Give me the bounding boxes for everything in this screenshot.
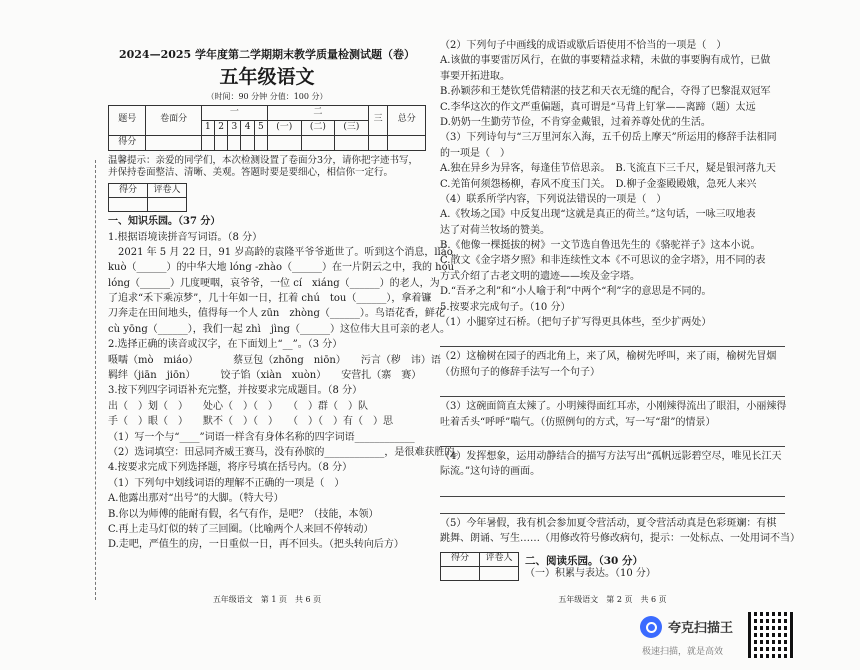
quark-logo-icon [640, 616, 662, 638]
text-line: 一、知识乐园。（37 分） [108, 216, 221, 228]
text-line: A.他露出那对“出号”的大脚。（特大号） [108, 493, 284, 505]
exam-subject: 五年级语文 [219, 65, 315, 88]
score-col-2: 二 [268, 105, 369, 120]
grader-box: 得分 评卷人 [440, 552, 519, 581]
text-line: （3）这碗面筒直太辣了。小明辣得面红耳赤，小刚辣得流出了眼泪，小丽辣得 [440, 401, 787, 413]
text-line [440, 434, 785, 447]
text-line: B.《他像一棵挺拔的树》一文节选自鲁迅先生的《骆驼祥子》这本小说。 [440, 240, 761, 252]
text-line: （2）选词填空：田忌同齐威王赛马，没有孙膑的____________，是很难获胜的。 [108, 446, 465, 458]
exam-meta: （时间：90 分钟 分值：100 分） [206, 91, 328, 101]
section-2-header [440, 552, 785, 581]
binding-margin-line [95, 160, 102, 600]
score-sub: 5 [254, 120, 267, 135]
grader-box: 得分 评卷人 [108, 183, 187, 212]
text-line: A.《牧场之国》中反复出现“这就是真正的荷兰。”这句话，一咏三叹地表 [440, 209, 756, 221]
text-line: lóng（______）几度哽咽，哀爷爷，一位 cí xiáng（______）的老人，为 [108, 277, 440, 289]
page-1-footer: 五年级语文 第 1 页 共 6 页 [212, 595, 322, 604]
score-col-total: 总分 [388, 105, 426, 135]
score-label-neat: 卷面分 [146, 105, 201, 135]
text-line: C.散文《金字塔夕照》和非连续性文本《不可思议的金字塔》，用不同的表 [440, 255, 766, 267]
score-cell[interactable] [268, 135, 302, 150]
text-line [440, 484, 785, 497]
score-col-1: 一 [201, 105, 267, 120]
text-line: B.孙颖莎和王楚钦凭借精湛的技艺和天衣无缝的配合，夺得了巴黎混双冠军 [440, 86, 771, 98]
page-1 [108, 40, 465, 605]
text-line: （2）下列句子中画线的成语或歇后语使用不恰当的一项是（ ） [440, 40, 727, 51]
score-cell[interactable] [388, 135, 426, 150]
text-line: D.奶奶一生勤劳节俭，不肯穿金戴银，过着养尊处优的生活。 [440, 116, 711, 128]
text-line: 4.按要求完成下列选择题，将序号填在括号内。（8 分） [108, 462, 353, 474]
text-line: C.再上走马灯似的转了三回圈。（比喻两个人来回不停转动） [108, 523, 374, 535]
text-line: 际流。”这句诗的画面。 [440, 466, 541, 478]
score-sub: (一) [268, 120, 302, 135]
text-line: C.李华这次的作文严重偏题，真可谓是“马背上钉掌——离蹄（题）太远 [440, 101, 756, 113]
text-line: （1）下列句中划线词语的理解不正确的一项是（ ） [108, 477, 345, 489]
page-2-body [440, 40, 800, 549]
text-line: 2021 年 5 月 22 日，91 岁高龄的袁隆平爷爷逝世了。听到这个消息，lǐáo [108, 246, 453, 258]
page-1-body [108, 216, 465, 555]
text-line: 3.按下列四字词语补充完整，并按要求完成题目。（8 分） [108, 385, 363, 397]
text-line: （5）今年暑假，我有机会参加夏令营活动，夏令营活动真是色彩斑斓：有棋 [440, 517, 777, 529]
text-line: 跳舞、朗诵、写生……（用修改符号修改病句，提示：一处标点、一处用词不当） [440, 533, 800, 545]
text-line: B.你以为师傅的能耐有假，名气有作，是吧？（技能，本领） [108, 508, 379, 520]
text-line: 羁绊（jiān jiōn） 饺子馅（xiàn xuòn） 安营扎（寨 赛） [108, 370, 422, 382]
score-sub: 4 [241, 120, 254, 135]
brand-slogan: 极速扫描，就是高效 [642, 647, 724, 657]
page-2-footer: 五年级语文 第 2 页 共 6 页 [558, 595, 667, 604]
score-table [108, 105, 426, 151]
score-sub: 1 [201, 120, 214, 135]
score-sub: (三) [335, 120, 369, 135]
score-cell[interactable] [214, 135, 227, 150]
text-line: （仿照句子的修辞手法写一个句子） [440, 366, 600, 378]
text-line: 5.按要求完成句子。（10 分） [440, 301, 571, 313]
text-line: 了追求“禾下乘凉梦”，几十年如一日，扛着 chú tou（______），拿着镰 [108, 293, 432, 305]
text-line: 嗫嚅（mò miáo） 蔡豆包（zhōng niōn） 污言（秽 讳）语 [108, 354, 441, 366]
exam-tip: 温馨提示：亲爱的同学们，本次检测设置了卷面分3分，请你把字迹书写，并保持卷面整洁、清晰、美观。答题时要是要细心，相信你一定行。 [108, 154, 419, 179]
score-label-score: 得分 [109, 135, 146, 150]
text-line: 吐着舌头“呼呼”喘气。（仿照例句的方式，写一写“甜”的情景） [440, 416, 716, 428]
score-cell[interactable] [254, 135, 267, 150]
section-2-sub: （一）积累与表达。（10 分） [525, 568, 656, 580]
text-line: 2.选择正确的读音或汉字，在下面划上“__”。（3 分） [108, 339, 343, 351]
score-cell[interactable] [335, 135, 369, 150]
brand-name: 夸克扫描王 [668, 621, 734, 636]
score-label-qno: 题号 [109, 105, 146, 135]
text-line [440, 384, 785, 397]
section-1-header [108, 183, 426, 212]
text-line: 1.根据语境读拼音写词语。（8 分） [108, 231, 263, 243]
text-line: kuò（______）的中华大地 lóng -zhào（______）在一片阴云之中，我的 hóu [108, 262, 455, 274]
text-line: 事要开拓进取。 [440, 70, 510, 82]
text-line: cù yōng（______），我们一起 zhì jìng（______）这位伟大且可亲的老人。 [108, 323, 450, 335]
text-line: （4）联系所学内容，下列说法错误的一项是（ ） [440, 193, 667, 205]
text-line: A.该做的事要雷厉风行，在做的事要精益求精，未做的事要胸有成竹，已做 [440, 55, 771, 67]
score-cell[interactable] [368, 135, 388, 150]
text-line [440, 501, 785, 514]
score-cell[interactable] [241, 135, 254, 150]
section-2-title: 二、阅读乐园。（30 分） [525, 554, 644, 567]
text-line: 手（ ）眼（ ） 默不（ ）（ ） （ ）（ ）有（ ）思 [108, 416, 393, 428]
text-line: C.羌笛何须怨杨柳，春风不度玉门关。 D.柳子金銮殿殿娥，急死人来兴 [440, 178, 757, 190]
score-sub: 2 [214, 120, 227, 135]
qr-code-icon [748, 612, 794, 658]
score-cell[interactable] [228, 135, 241, 150]
score-sub: 3 [228, 120, 241, 135]
text-line: A.独在异乡为异客，每逢佳节倍思亲。 B.飞流直下三千尺，疑是银河落九天 [440, 163, 776, 175]
text-line: （3）下列诗句与“三万里河东入海，五千仞岳上摩天”所运用的修辞手法相同 [440, 132, 777, 144]
text-line: 刀奔走在田间地头，值得每一个人 zūn zhòng（______）。鸟语花香，鲜花 [108, 308, 445, 320]
text-line: （4）发挥想象，运用动静结合的描写方法写出“孤帆远影碧空尽，唯见长江天 [440, 450, 782, 462]
text-line: 方式介绍了古老文明的遗迹——埃及金字塔。 [440, 270, 640, 282]
text-line: （2）这榆树在园子的西北角上，来了风，榆树先呼叫，来了雨，榆树先冒烟 [440, 351, 777, 363]
score-cell[interactable] [146, 135, 201, 150]
score-cell[interactable] [201, 135, 214, 150]
text-line: D.走吧，严值生的房，一日重似一日，再不回头。（把头转向后方） [108, 539, 404, 551]
text-line [440, 334, 785, 347]
score-col-3: 三 [368, 105, 388, 135]
score-cell[interactable] [301, 135, 335, 150]
text-line: 达了对荷兰牧场的赞美。 [440, 224, 550, 236]
text-line: （1）小腿穿过石桥。（把句子扩写得更具体些，至少扩两处） [440, 317, 712, 329]
page-2 [440, 40, 800, 605]
text-line: D.“吾矛之利”和“小人喻于利”中两个“利”字的意思是不同的。 [440, 286, 712, 298]
exam-title: 2024—2025 学年度第二学期期末教学质量检测试题（卷） [118, 48, 416, 61]
text-line: 的一项是（ ） [440, 147, 510, 159]
score-sub: (二) [301, 120, 335, 135]
text-line: （1）写一个与“____”词语一样含有身体名称的四字词语____________ [108, 431, 415, 443]
text-line: 出（ ）划（ ） 处心（ ）（ ） （ ）群（ ）队 [108, 400, 368, 412]
